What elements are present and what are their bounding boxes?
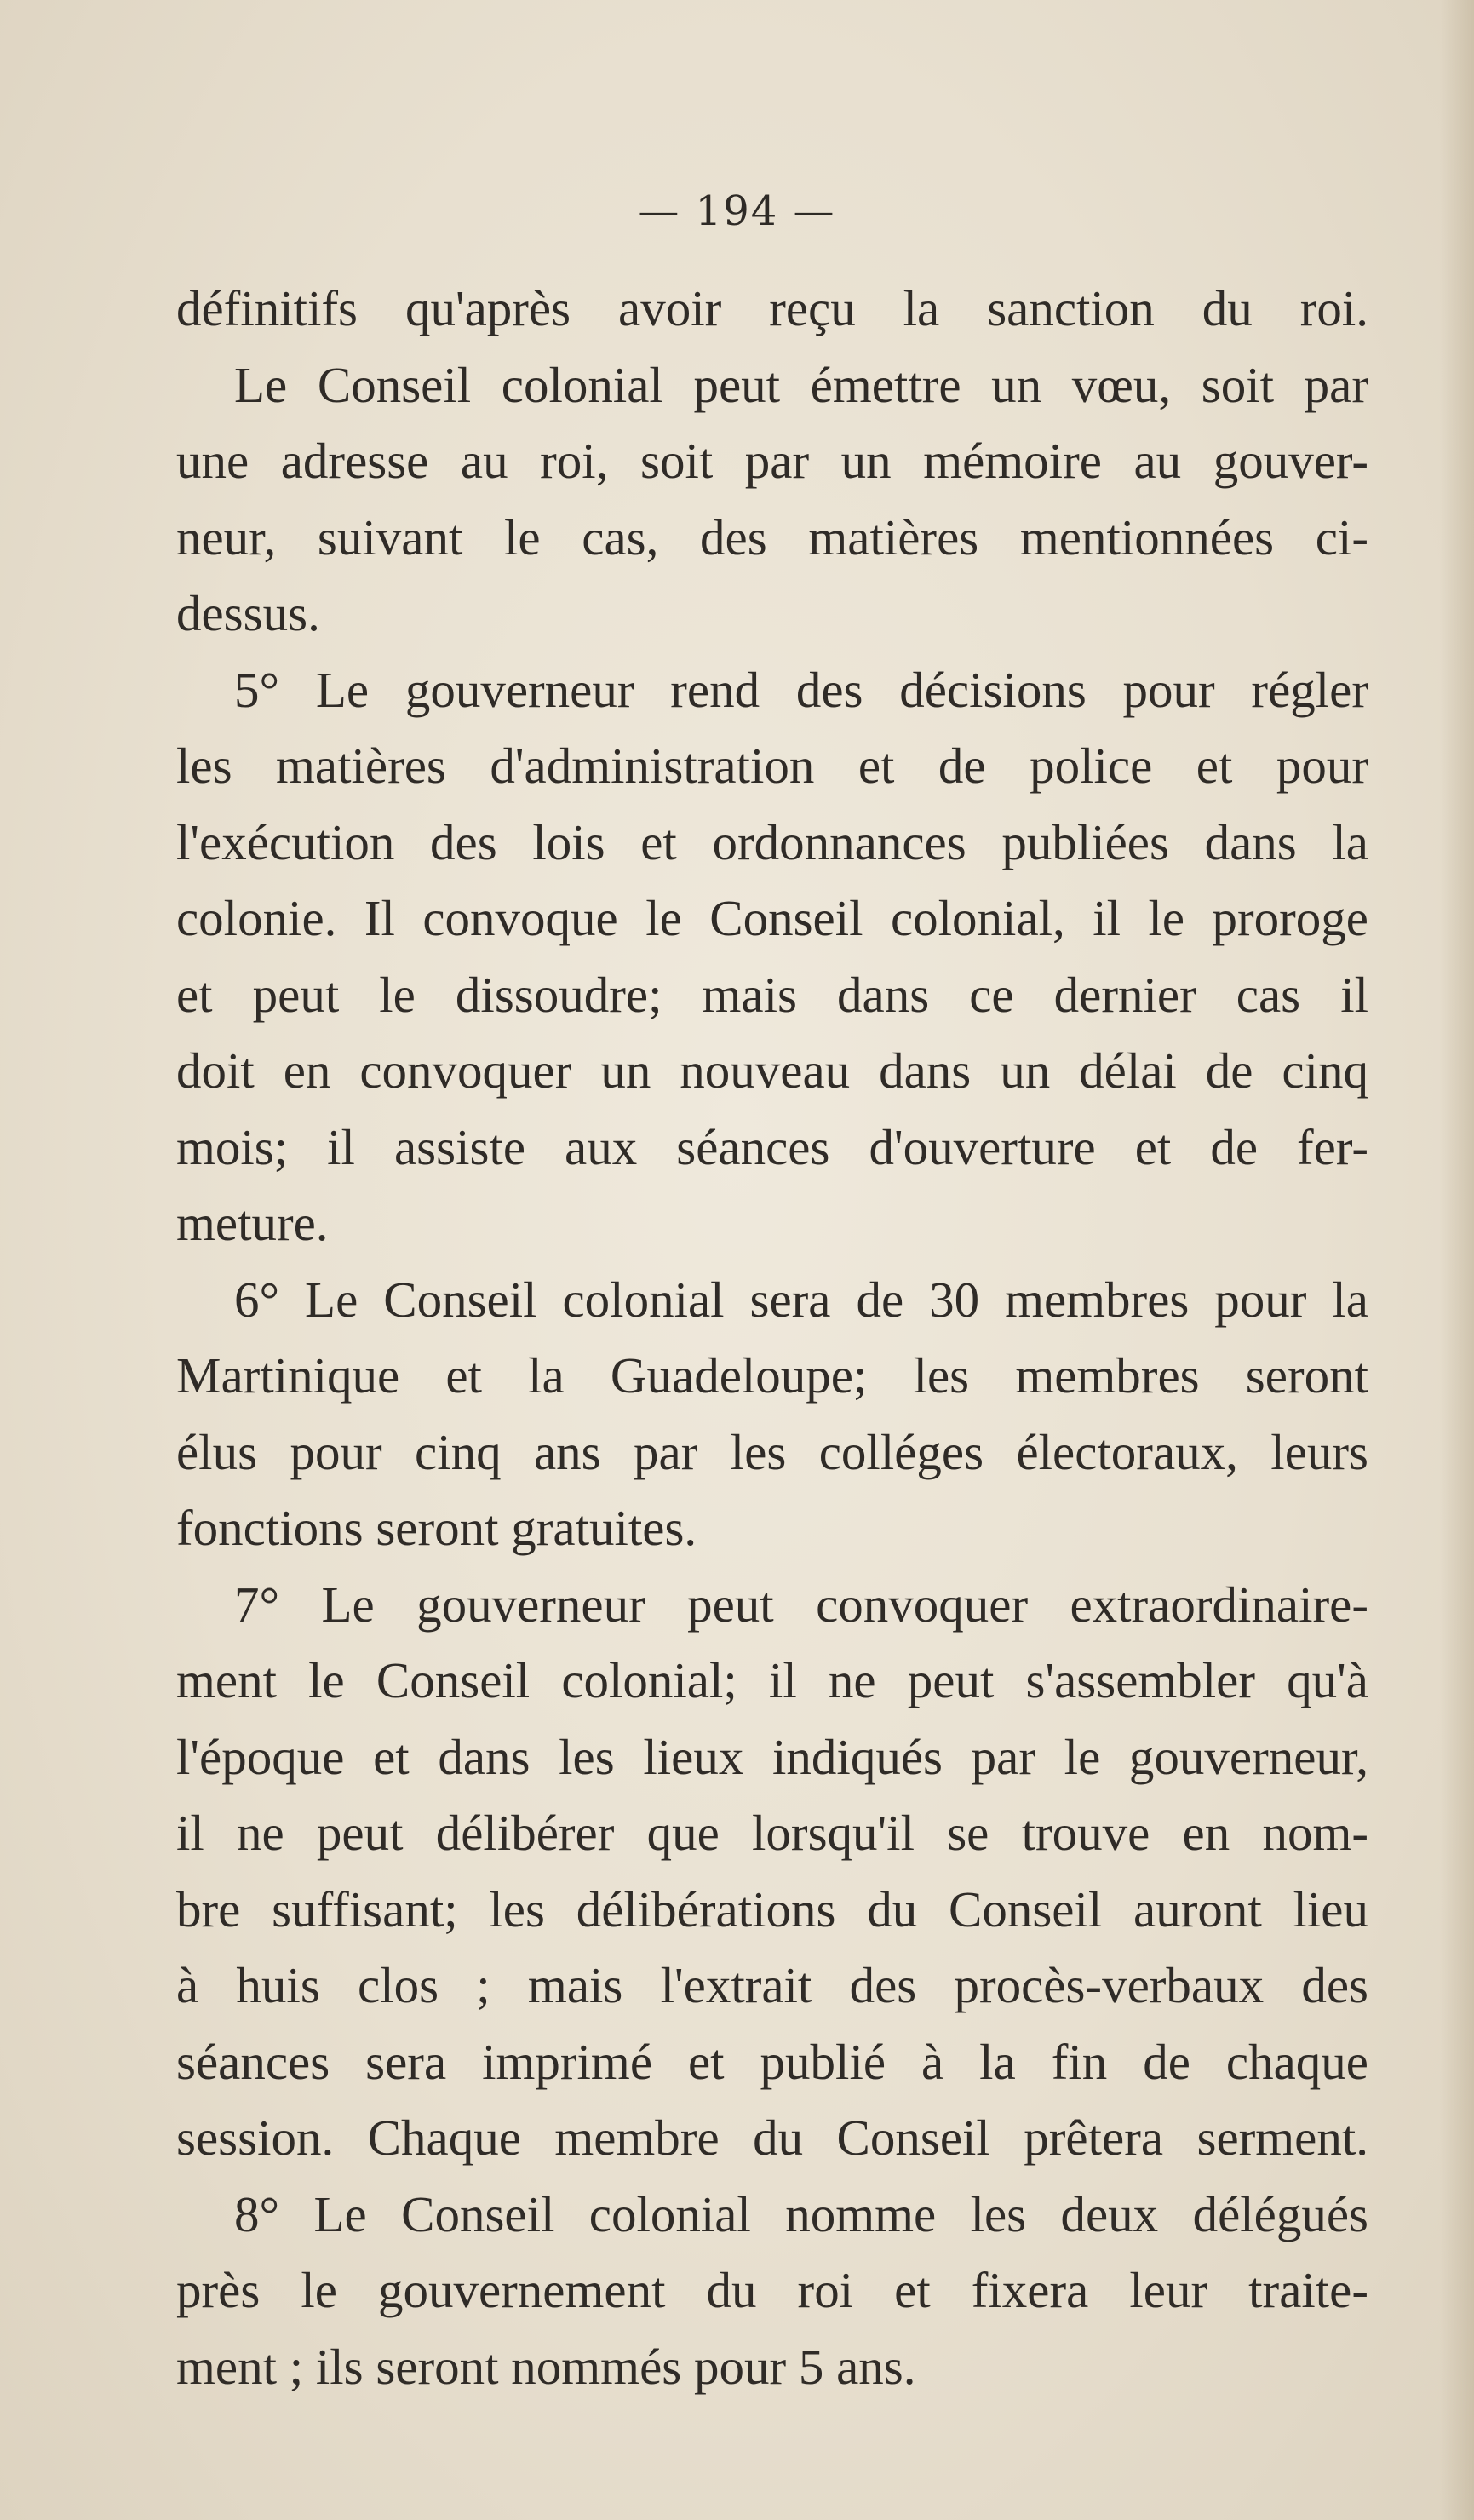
text-line: 6° Le Conseil colonial sera de 30 membres pour la bbox=[234, 1271, 1368, 1328]
text-line: l'époque et dans les lieux indiqués par le gouverneur, bbox=[176, 1728, 1368, 1785]
text-line: séances sera imprimé et publié à la fin de chaque bbox=[176, 2033, 1368, 2090]
page-edge-shadow bbox=[1440, 0, 1474, 2520]
text-line: 5° Le gouverneur rend des décisions pour régler bbox=[234, 661, 1368, 718]
text-line: session. Chaque membre du Conseil prêtera serment. bbox=[176, 2110, 1368, 2166]
text-line: ment le Conseil colonial; il ne peut s'assembler qu'à bbox=[176, 1652, 1368, 1708]
text-line: mois; il assiste aux séances d'ouverture et de fer- bbox=[176, 1118, 1368, 1175]
text-line: et peut le dissoudre; mais dans ce dernier cas il bbox=[176, 966, 1368, 1023]
text-line: l'exécution des lois et ordonnances publiées dans la bbox=[176, 813, 1368, 870]
text-line: Le Conseil colonial peut émettre un vœu, soit par bbox=[234, 356, 1368, 413]
page-number: — 194 — bbox=[638, 187, 836, 235]
text-line: bre suffisant; les délibérations du Conseil auront lieu bbox=[176, 1880, 1368, 1937]
text-line: à huis clos ; mais l'extrait des procès-verbaux des bbox=[176, 1957, 1368, 2013]
text-line: neur, suivant le cas, des matières mentionnées ci- bbox=[176, 508, 1368, 565]
text-line: il ne peut délibérer que lorsqu'il se trouve en nom- bbox=[176, 1805, 1368, 1861]
text-line: fonctions seront gratuites. bbox=[176, 1500, 697, 1556]
text-line: colonie. Il convoque le Conseil colonial, il le proroge bbox=[176, 890, 1368, 946]
text-line: une adresse au roi, soit par un mémoire au gouver- bbox=[176, 433, 1368, 489]
text-line: dessus. bbox=[176, 585, 320, 641]
text-line: 8° Le Conseil colonial nomme les deux délégués bbox=[234, 2185, 1368, 2242]
text-line: les matières d'administration et de police et pour bbox=[176, 738, 1368, 794]
text-line: 7° Le gouverneur peut convoquer extraordinaire- bbox=[234, 1576, 1368, 1633]
text-line: meture. bbox=[176, 1195, 329, 1251]
text-line: ment ; ils seront nommés pour 5 ans. bbox=[176, 2338, 916, 2395]
text-line: Martinique et la Guadeloupe; les membres seront bbox=[176, 1347, 1368, 1404]
text-line: définitifs qu'après avoir reçu la sanction du roi. bbox=[176, 280, 1368, 336]
text-line: élus pour cinq ans par les colléges électoraux, leurs bbox=[176, 1423, 1368, 1480]
body-text bbox=[176, 271, 1368, 2405]
text-line: doit en convoquer un nouveau dans un délai de cinq bbox=[176, 1042, 1368, 1099]
text-line: près le gouvernement du roi et fixera leur traite- bbox=[176, 2262, 1368, 2318]
